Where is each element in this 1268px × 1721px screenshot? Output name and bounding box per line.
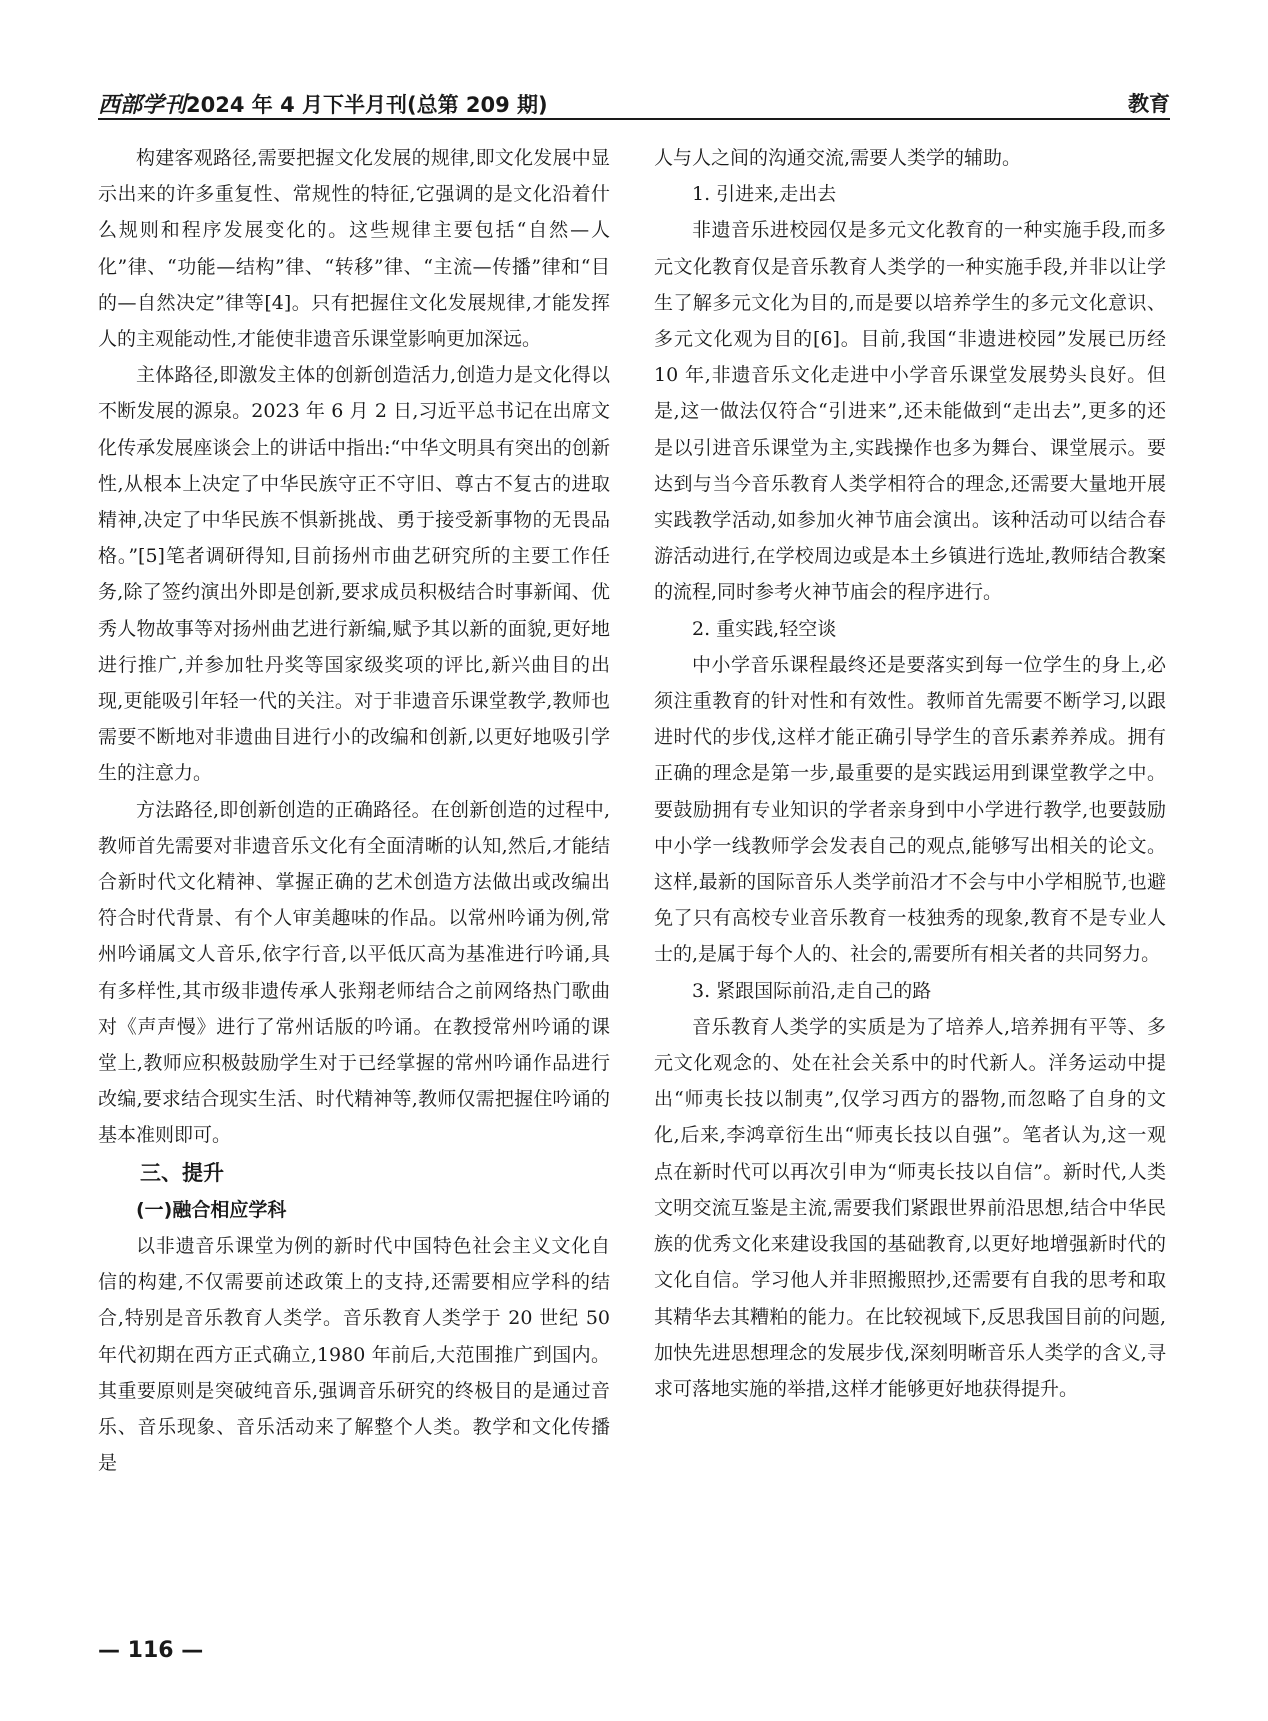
header-issue-line <box>98 88 548 119</box>
left-column <box>98 140 610 1481</box>
section-label: 教育 <box>1128 92 1170 116</box>
paragraph: 非遗音乐进校园仅是多元文化教育的一种实施手段,而多元文化教育仅是音乐教育人类学的一种实施手段,并非以让学生了解多元文化为目的,而是要以培养学生的多元文化意识、多元文化观为目的[6]。目前,我国“非遗进校园”发展已历经 10 年,非遗音乐文化走进中小学音乐课堂发展势头良好。但是,这一做法仅符合“引进来”,还未能做到“走出去”,更多的还是以引进音乐课堂为主,实践操作也多为舞台、课堂展示。要达到与当今音乐教育人类学相符合的理念,还需要大量地开展实践教学活动,如参加火神节庙会演出。该种活动可以结合春游活动进行,在学校周边或是本土乡镇进行选址,教师结合教案的流程,同时参考火神节庙会的程序进行。 <box>654 219 1166 604</box>
item-heading: 2. 重实践,轻空谈 <box>692 617 837 640</box>
paragraph: 方法路径,即创新创造的正确路径。在创新创造的过程中,教师首先需要对非遗音乐文化有全面清晰的认知,然后,才能结合新时代文化精神、掌握正确的艺术创造方法做出或改编出符合时代背景、有个人审美趣味的作品。以常州吟诵为例,常州吟诵属文人音乐,依字行音,以平低仄高为基准进行吟诵,具有多样性,其市级非遗传承人张翔老师结合之前网络热门歌曲对《声声慢》进行了常州话版的吟诵。在教授常州吟诵的课堂上,教师应积极鼓励学生对于已经掌握的常州吟诵作品进行改编,要求结合现实生活、时代精神等,教师仅需把握住吟诵的基本准则即可。 <box>98 798 610 1147</box>
subsection-heading: (一)融合相应学科 <box>136 1198 287 1221</box>
journal-logo: 西部学刊 <box>98 92 187 118</box>
paragraph-continued: 人与人之间的沟通交流,需要人类学的辅助。 <box>654 147 1022 169</box>
issue-info: 2024 年 4 月下半月刊(总第 209 期) <box>186 93 548 117</box>
paragraph: 构建客观路径,需要把握文化发展的规律,即文化发展中显示出来的许多重复性、常规性的特征,它强调的是文化沿着什么规则和程序发展变化的。这些规律主要包括“自然—人化”律、“功能—结构”律、“转移”律、“主流—传播”律和“目的—自然决定”律等[4]。只有把握住文化发展规律,才能发挥人的主观能动性,才能使非遗音乐课堂影响更加深远。 <box>98 147 610 351</box>
item-heading: 1. 引进来,走出去 <box>692 183 837 206</box>
item-heading: 3. 紧跟国际前沿,走自己的路 <box>692 979 932 1002</box>
header-rule <box>98 118 1170 120</box>
paragraph: 主体路径,即激发主体的创新创造活力,创造力是文化得以不断发展的源泉。2023 年 6 月 2 日,习近平总书记在出席文化传承发展座谈会上的讲话中指出:“中华文明具有突出的创新性,从根本上决定了中华民族守正不守旧、尊古不复古的进取精神,决定了中华民族不惧新挑战、勇于接受新事物的无畏品格。”[5]笔者调研得知,目前扬州市曲艺研究所的主要工作任务,除了签约演出外即是创新,要求成员积极结合时事新闻、优秀人物故事等对扬州曲艺进行新编,赋予其以新的面貌,更好地进行推广,并参加牡丹奖等国家级奖项的评比,新兴曲目的出现,更能吸引年轻一代的关注。对于非遗音乐课堂教学,教师也需要不断地对非遗曲目进行小的改编和创新,以更好地吸引学生的注意力。 <box>98 364 610 785</box>
page-number: — 116 — <box>98 1638 204 1663</box>
paragraph: 音乐教育人类学的实质是为了培养人,培养拥有平等、多元文化观念的、处在社会关系中的时代新人。洋务运动中提出“师夷长技以制夷”,仅学习西方的器物,而忽略了自身的文化,后来,李鸿章衍生出“师夷长技以自强”。笔者认为,这一观点在新时代可以再次引申为“师夷长技以自信”。新时代,人类文明交流互鉴是主流,需要我们紧跟世界前沿思想,结合中华民族的优秀文化来建设我国的基础教育,以更好地增强新时代的文化自信。学习他人并非照搬照抄,还需要有自我的思考和取其精华去其糟粕的能力。在比较视域下,反思我国目前的问题,加快先进思想理念的发展步伐,深刻明晰音乐人类学的含义,寻求可落地实施的举措,这样才能够更好地获得提升。 <box>654 1015 1166 1400</box>
paragraph: 以非遗音乐课堂为例的新时代中国特色社会主义文化自信的构建,不仅需要前述政策上的支持,还需要相应学科的结合,特别是音乐教育人类学。音乐教育人类学于 20 世纪 50 年代初期在西方正式确立,1980 年前后,大范围推广到国内。其重要原则是突破纯音乐,强调音乐研究的终极目的是通过音乐、音乐现象、音乐活动来了解整个人类。教学和文化传播是 <box>98 1234 610 1475</box>
right-column <box>654 140 1166 1407</box>
page-header <box>98 82 1170 122</box>
paragraph: 中小学音乐课程最终还是要落实到每一位学生的身上,必须注重教育的针对性和有效性。教师首先需要不断学习,以跟进时代的步伐,这样才能正确引导学生的音乐素养养成。拥有正确的理念是第一步,最重要的是实践运用到课堂教学之中。要鼓励拥有专业知识的学者亲身到中小学进行教学,也要鼓励中小学一线教师学会发表自己的观点,能够写出相关的论文。这样,最新的国际音乐人类学前沿才不会与中小学相脱节,也避免了只有高校专业音乐教育一枝独秀的现象,教育不是专业人士的,是属于每个人的、社会的,需要所有相关者的共同努力。 <box>654 653 1166 966</box>
section-heading: 三、提升 <box>140 1160 224 1185</box>
